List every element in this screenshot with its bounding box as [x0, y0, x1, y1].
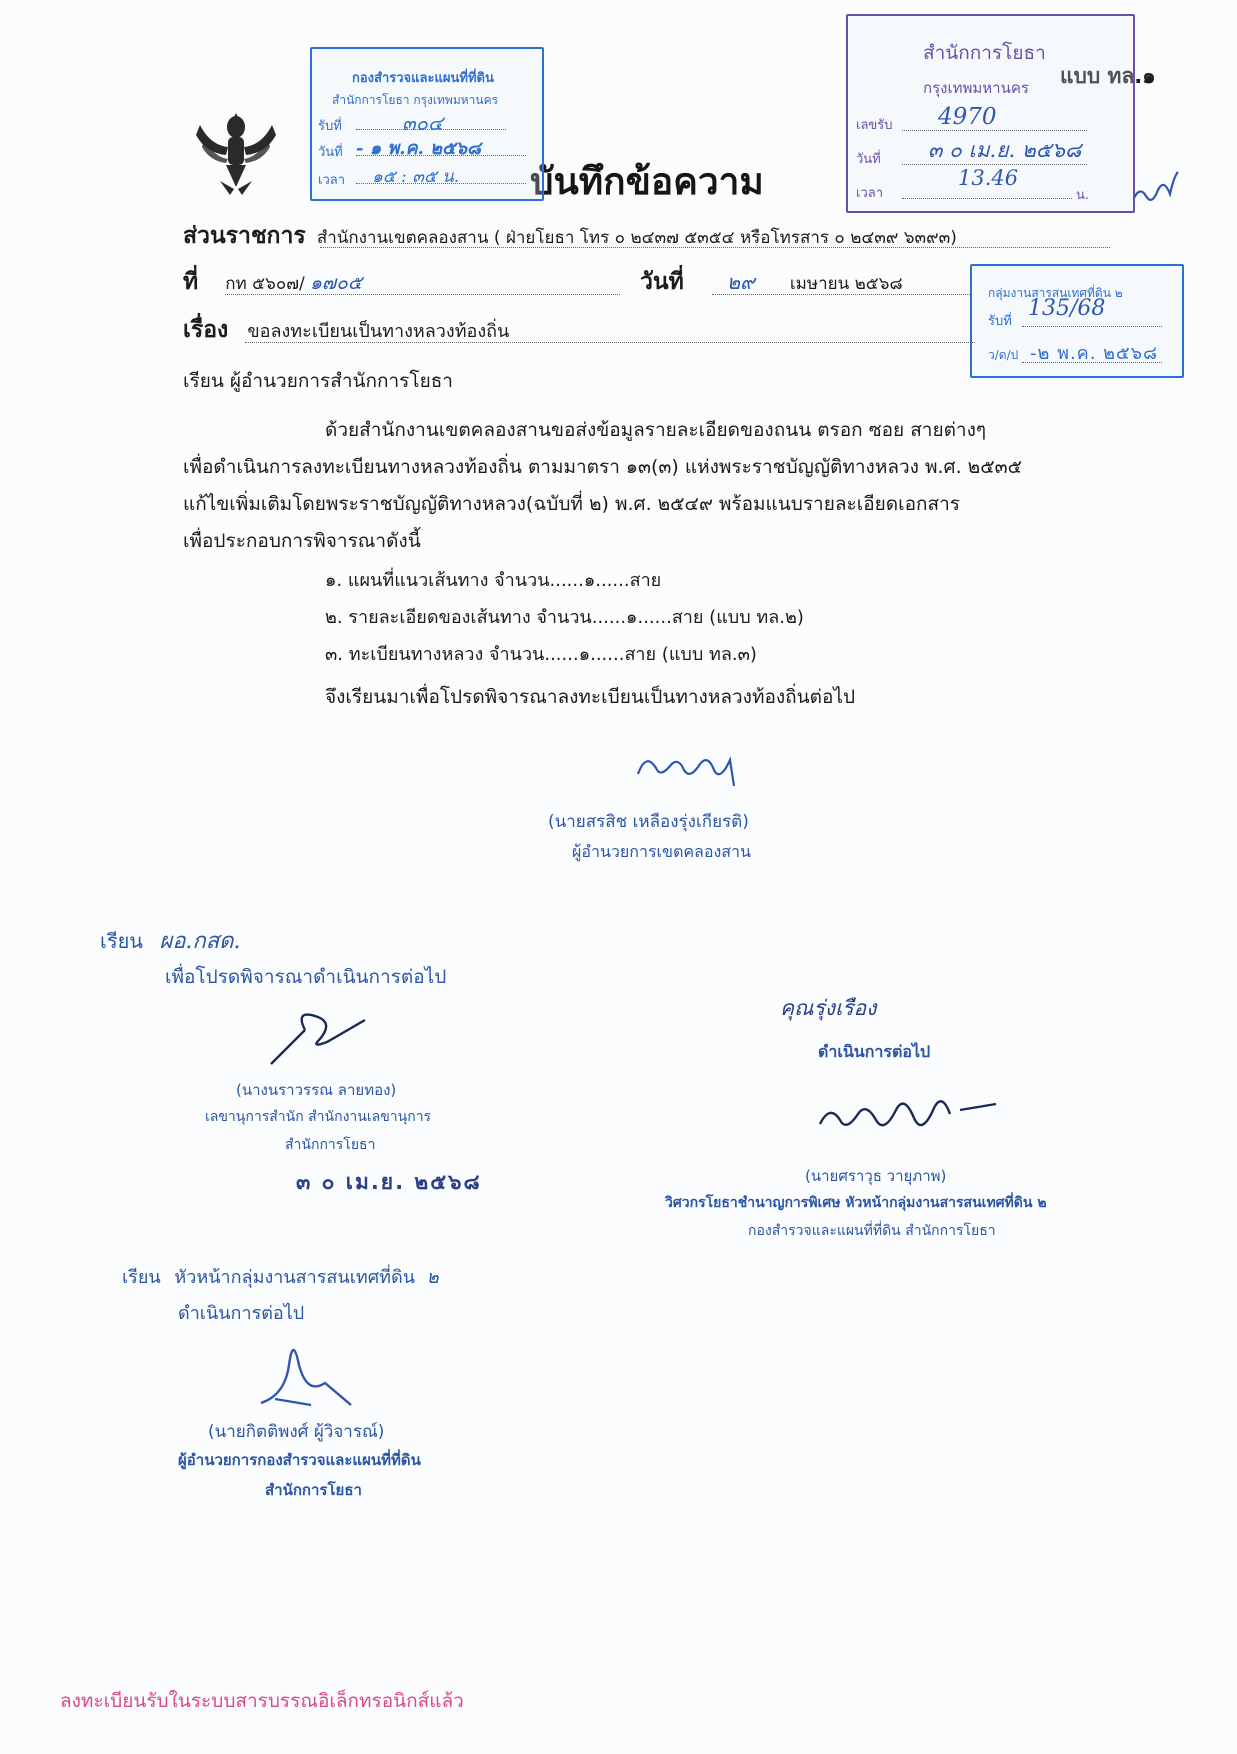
endorsement2-position2: กองสำรวจและแผนที่ที่ดิน สำนักการโยธา [748, 1223, 996, 1239]
date-row [640, 264, 970, 296]
endorsement1-position1: เลขานุการสำนัก สำนักงานเลขานุการ [205, 1109, 432, 1125]
stamp-line1: กลุ่มงานสารสนเทศที่ดิน ๒ [988, 286, 1123, 300]
endorsement1-to-label: เรียน [100, 929, 143, 953]
endorsement2-instruction: ดำเนินการต่อไป [818, 1042, 931, 1061]
stamp-date-label: วันที่ [318, 145, 343, 160]
stamp-date-label: ว/ด/ป [988, 348, 1019, 362]
endorsement3-position2: สำนักการโยธา [265, 1481, 362, 1499]
endorsement1-position2: สำนักการโยธา [285, 1137, 376, 1153]
stamp-line1: กองสำรวจและแผนที่ที่ดิน [352, 71, 494, 86]
endorsement2-position1: วิศวกรโยธาชำนาญการพิเศษ หัวหน้ากลุ่มงานสารสนเทศที่ดิน ๒ [665, 1195, 1047, 1211]
endorsement1-instruction: เพื่อโปรดพิจารณาดำเนินการต่อไป [165, 966, 447, 988]
endorsement2-name: (นายศราวุธ วายุภาพ) [805, 1167, 947, 1185]
date-value: เมษายน ๒๕๖๘ [789, 274, 903, 294]
agency-label: ส่วนราชการ [183, 223, 306, 249]
e-filing-note: ลงทะเบียนรับในระบบสารบรรณอิเล็กทรอนิกส์แล้ว [60, 1690, 464, 1712]
closing-sentence: จึงเรียนมาเพื่อโปรดพิจารณาลงทะเบียนเป็นทางหลวงท้องถิ่นต่อไป [325, 686, 856, 708]
date-label: วันที่ [640, 269, 684, 295]
stamp-recv-label: รับที่ [988, 314, 1012, 329]
stamp-line1: สำนักการโยธา [923, 42, 1046, 64]
signer-name: (นายสรสิช เหลืองรุ่งเกียรติ) [548, 812, 749, 832]
agency-value: สำนักงานเขตคลองสาน ( ฝ่ายโยธา โทร ๐ ๒๔๓๗ ๕๓๕๔ หรือโทรสาร ๐ ๒๔๓๙ ๖๓๙๓) [316, 228, 957, 248]
attachment-list [325, 562, 804, 673]
endorsement1-to [100, 923, 240, 958]
salutation: เรียน ผู้อำนวยการสำนักการโยธา [183, 370, 453, 392]
ref-value: กท ๕๖๐๗/ [225, 274, 305, 294]
endorsement3-signature [255, 1325, 365, 1415]
body-line: เพื่อประกอบการพิจารณาดังนี้ [183, 530, 421, 552]
stamp-line2: กรุงเทพมหานคร [923, 79, 1029, 97]
body-paragraph [183, 412, 1113, 560]
stamp-line2: สำนักการโยธา กรุงเทพมหานคร [332, 93, 499, 107]
stamp-recv-label: รับที่ [318, 119, 342, 134]
form-code: แบบ ทล.๑ [1060, 64, 1156, 88]
stamp-recv-number: ๓๐๔ [402, 111, 444, 135]
endorsement1-date-stamp: ๓ ๐ เม.ย. ๒๕๖๘ [296, 1170, 482, 1194]
endorsement2-to-handwritten: คุณรุ่งเรือง [780, 996, 877, 1020]
endorsement2-signature [810, 1074, 1010, 1154]
stamp-time: 13.46 [958, 166, 1019, 190]
endorsement3-to-text: หัวหน้ากลุ่มงานสารสนเทศที่ดิน [174, 1267, 416, 1288]
subject-value: ขอลงทะเบียนเป็นทางหลวงท้องถิ่น [247, 321, 510, 342]
receiving-stamp-public-works [846, 14, 1135, 213]
agency-row [183, 218, 1098, 248]
endorsement1-to-handwritten: ผอ.กสด. [159, 929, 241, 954]
endorsement3-to [122, 1262, 439, 1291]
signature-district-director [630, 740, 750, 800]
endorsement3-to-label: เรียน [122, 1267, 161, 1288]
stamp-recv-number: 4970 [938, 104, 997, 130]
stamp-time-label: เวลา [856, 186, 884, 201]
list-item: ๓. ทะเบียนทางหลวง จำนวน......๑......สาย (แบบ ทล.๓) [325, 644, 757, 665]
stamp-date-label: วันที่ [856, 152, 881, 167]
stamp-time-label: เวลา [318, 173, 346, 188]
body-line: แก้ไขเพิ่มเติมโดยพระราชบัญญัติทางหลวง(ฉบับที่ ๒) พ.ศ. ๒๕๔๙ พร้อมแนบรายละเอียดเอกสาร [183, 493, 960, 515]
stamp-time: ๑๕ : ๓๕ น. [372, 167, 460, 187]
endorsement3-name: (นายกิตติพงศ์ ผู้วิจารณ์) [208, 1422, 385, 1442]
body-line: ด้วยสำนักงานเขตคลองสานขอส่งข้อมูลรายละเอียดของถนน ตรอก ซอย สายต่างๆ [325, 419, 987, 441]
body-line: เพื่อดำเนินการลงทะเบียนทางหลวงท้องถิ่น ตามมาตรา ๑๓(๓) แห่งพระราชบัญญัติทางหลวง พ.ศ. ๒๕๓๕ [183, 456, 1022, 478]
endorsement3-instruction: ดำเนินการต่อไป [178, 1303, 305, 1324]
ref-label: ที่ [183, 269, 199, 295]
subject-label: เรื่อง [183, 317, 229, 343]
memo-title: บันทึกข้อความ [530, 160, 764, 203]
endorsement3-position1: ผู้อำนวยการกองสำรวจและแผนที่ที่ดิน [178, 1451, 421, 1469]
stamp-time-suffix: น. [1076, 188, 1090, 203]
date-day-handwritten: ๒๙ [726, 270, 755, 294]
receiving-stamp-info-group [970, 264, 1184, 378]
stamp-recv-number: 135/68 [1028, 296, 1106, 321]
stamp-recv-label: เลขรับ [856, 118, 893, 133]
list-item: ๑. แผนที่แนวเส้นทาง จำนวน......๑......สาย [325, 570, 662, 591]
stamp-date: -๒ พ.ค. ๒๕๖๘ [1030, 343, 1158, 364]
signer-position: ผู้อำนวยการเขตคลองสาน [572, 842, 751, 861]
stamp-date: ๓ ๐ เม.ย. ๒๕๖๘ [928, 138, 1082, 162]
stamp-initials-signature [1130, 168, 1180, 208]
list-item: ๒. รายละเอียดของเส้นทาง จำนวน......๑......สาย (แบบ ทล.๒) [325, 607, 804, 628]
subject-row [183, 312, 983, 344]
receiving-stamp-survey-division [310, 47, 544, 201]
endorsement1-signature [265, 1000, 385, 1070]
stamp-date: - ๑ พ.ค. ๒๕๖๘ [356, 138, 481, 159]
endorsement3-to-number: ๒ [426, 1267, 439, 1288]
endorsement1-name: (นางนราวรรณ ลายทอง) [236, 1081, 397, 1099]
garuda-emblem [190, 105, 282, 197]
ref-handwritten: ๑๗๐๕ [309, 272, 363, 294]
